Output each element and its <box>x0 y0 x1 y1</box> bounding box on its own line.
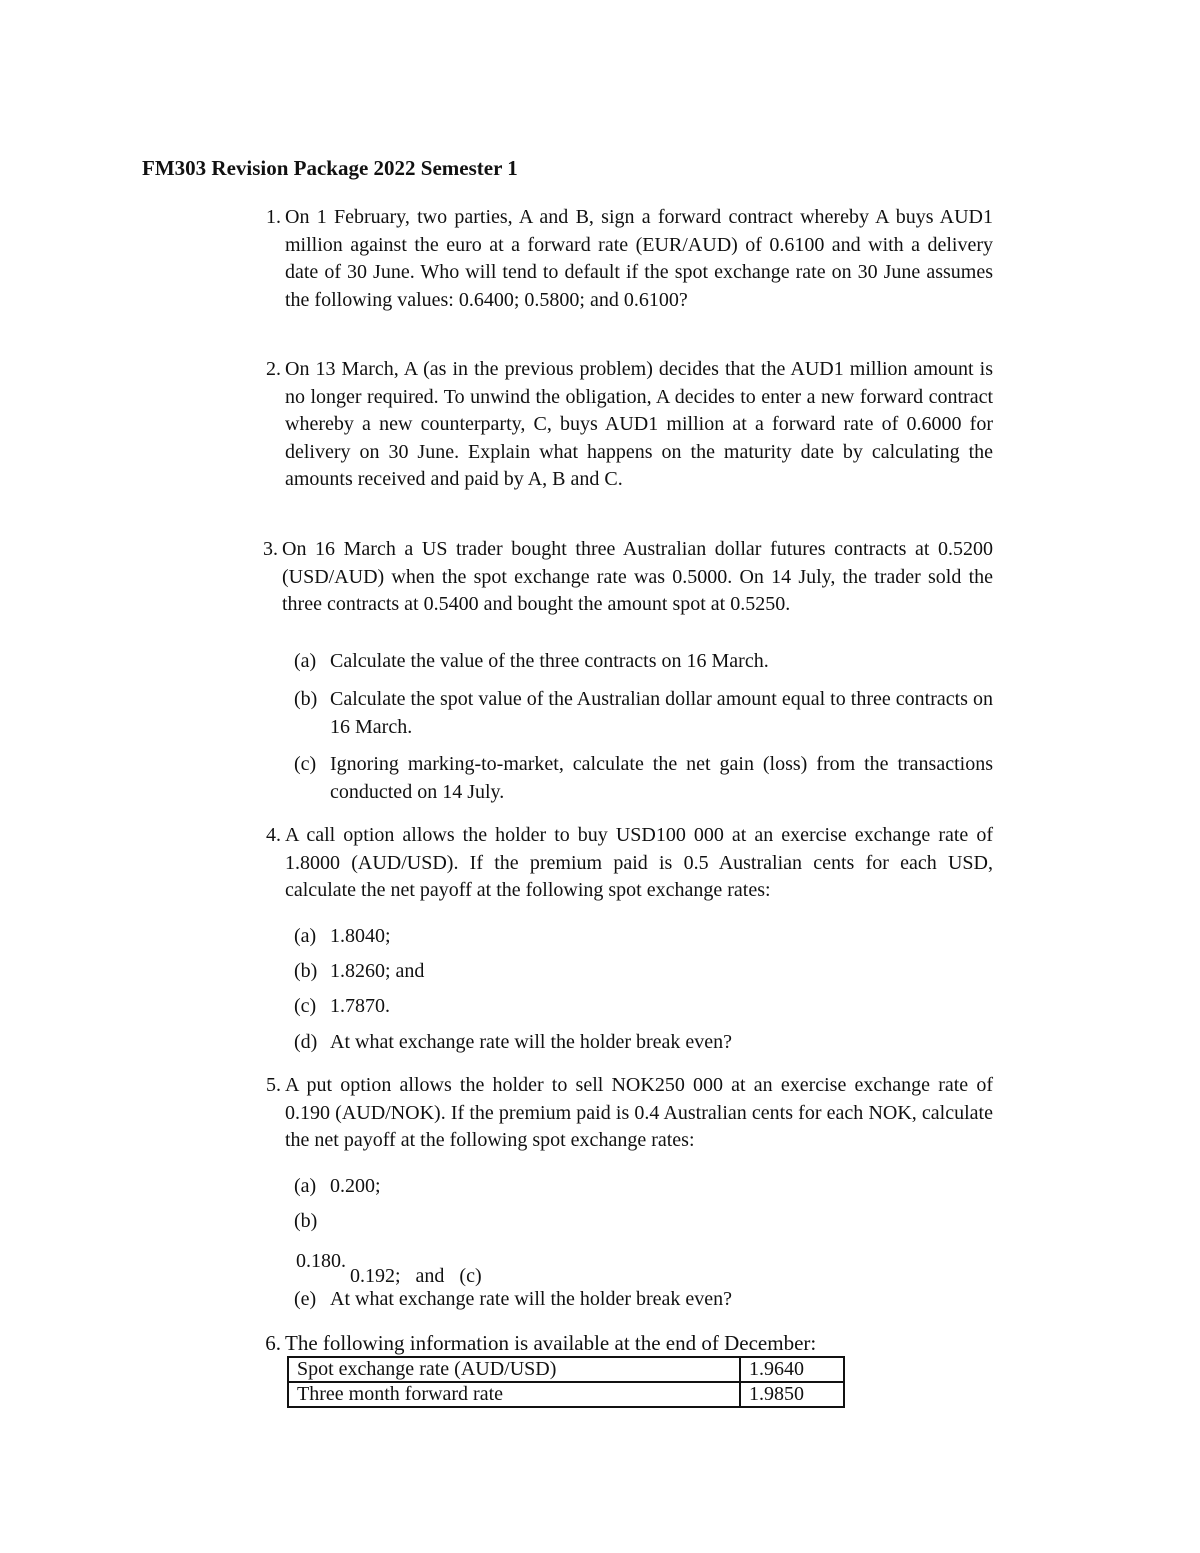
table-cell-value: 1.9850 <box>740 1382 844 1407</box>
question-5-part-c-continued <box>296 1248 346 1276</box>
question-5 <box>266 1072 993 1155</box>
document-title: FM303 Revision Package 2022 Semester 1 <box>142 156 518 180</box>
part-label: (a) <box>294 925 317 947</box>
part-label: (b) <box>294 688 318 710</box>
question-5-part-e <box>294 1286 930 1314</box>
question-number: 6. <box>265 1331 281 1355</box>
question-4-part-b <box>294 958 930 986</box>
question-4-part-d <box>294 1029 930 1057</box>
question-3-part-b <box>294 686 993 741</box>
part-text: At what exchange rate will the holder break even? <box>330 1031 733 1053</box>
part-label: (b) <box>294 1210 318 1232</box>
part-label: (e) <box>294 1288 317 1310</box>
part-text: 1.8260; and <box>330 960 425 982</box>
question-text: On 1 February, two parties, A and B, sign a forward contract whereby A buys AUD1 million against the euro at a forward rate (EUR/AUD) of 0.6100 and with a delivery date of 30 June. Who will tend to default if the spot exchange rate on 30 June assumes the following values: 0.6400; 0.5800; and 0.6100? <box>285 206 993 311</box>
part-text: 0.180. <box>296 1250 346 1272</box>
part-text: 0.192; and (c) <box>350 1265 482 1287</box>
part-text: 1.7870. <box>330 995 390 1017</box>
question-3-part-c <box>294 751 993 806</box>
question-text: The following information is available at the end of December: <box>285 1331 817 1355</box>
part-text: 0.200; <box>330 1175 381 1197</box>
question-5-part-a <box>294 1173 930 1201</box>
part-text: 1.8040; <box>330 925 391 947</box>
question-4-part-a <box>294 923 930 951</box>
question-text: On 16 March a US trader bought three Australian dollar futures contracts at 0.5200 (USD/AUD) when the spot exchange rate was 0.5000. On 14 July, the trader sold the three contracts at 0.5400 and bought the amount spot at 0.5250. <box>282 538 993 615</box>
question-3 <box>263 536 993 619</box>
table-cell-label: Three month forward rate <box>288 1382 740 1407</box>
question-number: 1. <box>266 206 281 228</box>
part-text: Calculate the value of the three contracts on 16 March. <box>330 650 769 672</box>
question-6 <box>265 1330 993 1358</box>
part-label: (c) <box>294 753 317 775</box>
question-number: 4. <box>266 824 281 846</box>
question-3-part-a <box>294 648 993 676</box>
part-label: (b) <box>294 960 318 982</box>
part-text: Calculate the spot value of the Australian dollar amount equal to three contracts on 16 March. <box>330 688 993 738</box>
question-4 <box>266 822 993 905</box>
part-label: (a) <box>294 650 317 672</box>
table-cell-value: 1.9640 <box>740 1357 844 1382</box>
question-number: 5. <box>266 1074 281 1096</box>
question-number: 2. <box>266 358 281 380</box>
question-text: A put option allows the holder to sell NOK250 000 at an exercise exchange rate of 0.190 (AUD/NOK). If the premium paid is 0.4 Australian cents for each NOK, calculate the net payoff at the following spot exchange rates: <box>285 1074 993 1151</box>
part-text: Ignoring marking-to-market, calculate the net gain (loss) from the transactions conducted on 14 July. <box>330 753 993 803</box>
question-2 <box>266 356 993 494</box>
question-text: On 13 March, A (as in the previous problem) decides that the AUD1 million amount is no longer required. To unwind the obligation, A decides to enter a new forward contract whereby a new counterparty, C, buys AUD1 million at a forward rate of 0.6000 for delivery on 30 June. Explain what happens on the maturity date by calculating the amounts received and paid by A, B and C. <box>285 358 993 490</box>
part-label: (c) <box>294 995 317 1017</box>
table-row <box>288 1357 844 1382</box>
question-1 <box>266 204 993 314</box>
table-cell-label: Spot exchange rate (AUD/USD) <box>288 1357 740 1382</box>
question-number: 3. <box>263 538 278 560</box>
exchange-rate-table <box>287 1356 845 1408</box>
question-4-part-c <box>294 993 930 1021</box>
part-label: (a) <box>294 1175 317 1197</box>
question-text: A call option allows the holder to buy USD100 000 at an exercise exchange rate of 1.8000 (AUD/USD). If the premium paid is 0.5 Australian cents for each USD, calculate the net payoff at the following spot exchange rates: <box>285 824 993 901</box>
table-row <box>288 1382 844 1407</box>
part-text: At what exchange rate will the holder break even? <box>330 1288 733 1310</box>
part-label: (d) <box>294 1031 318 1053</box>
